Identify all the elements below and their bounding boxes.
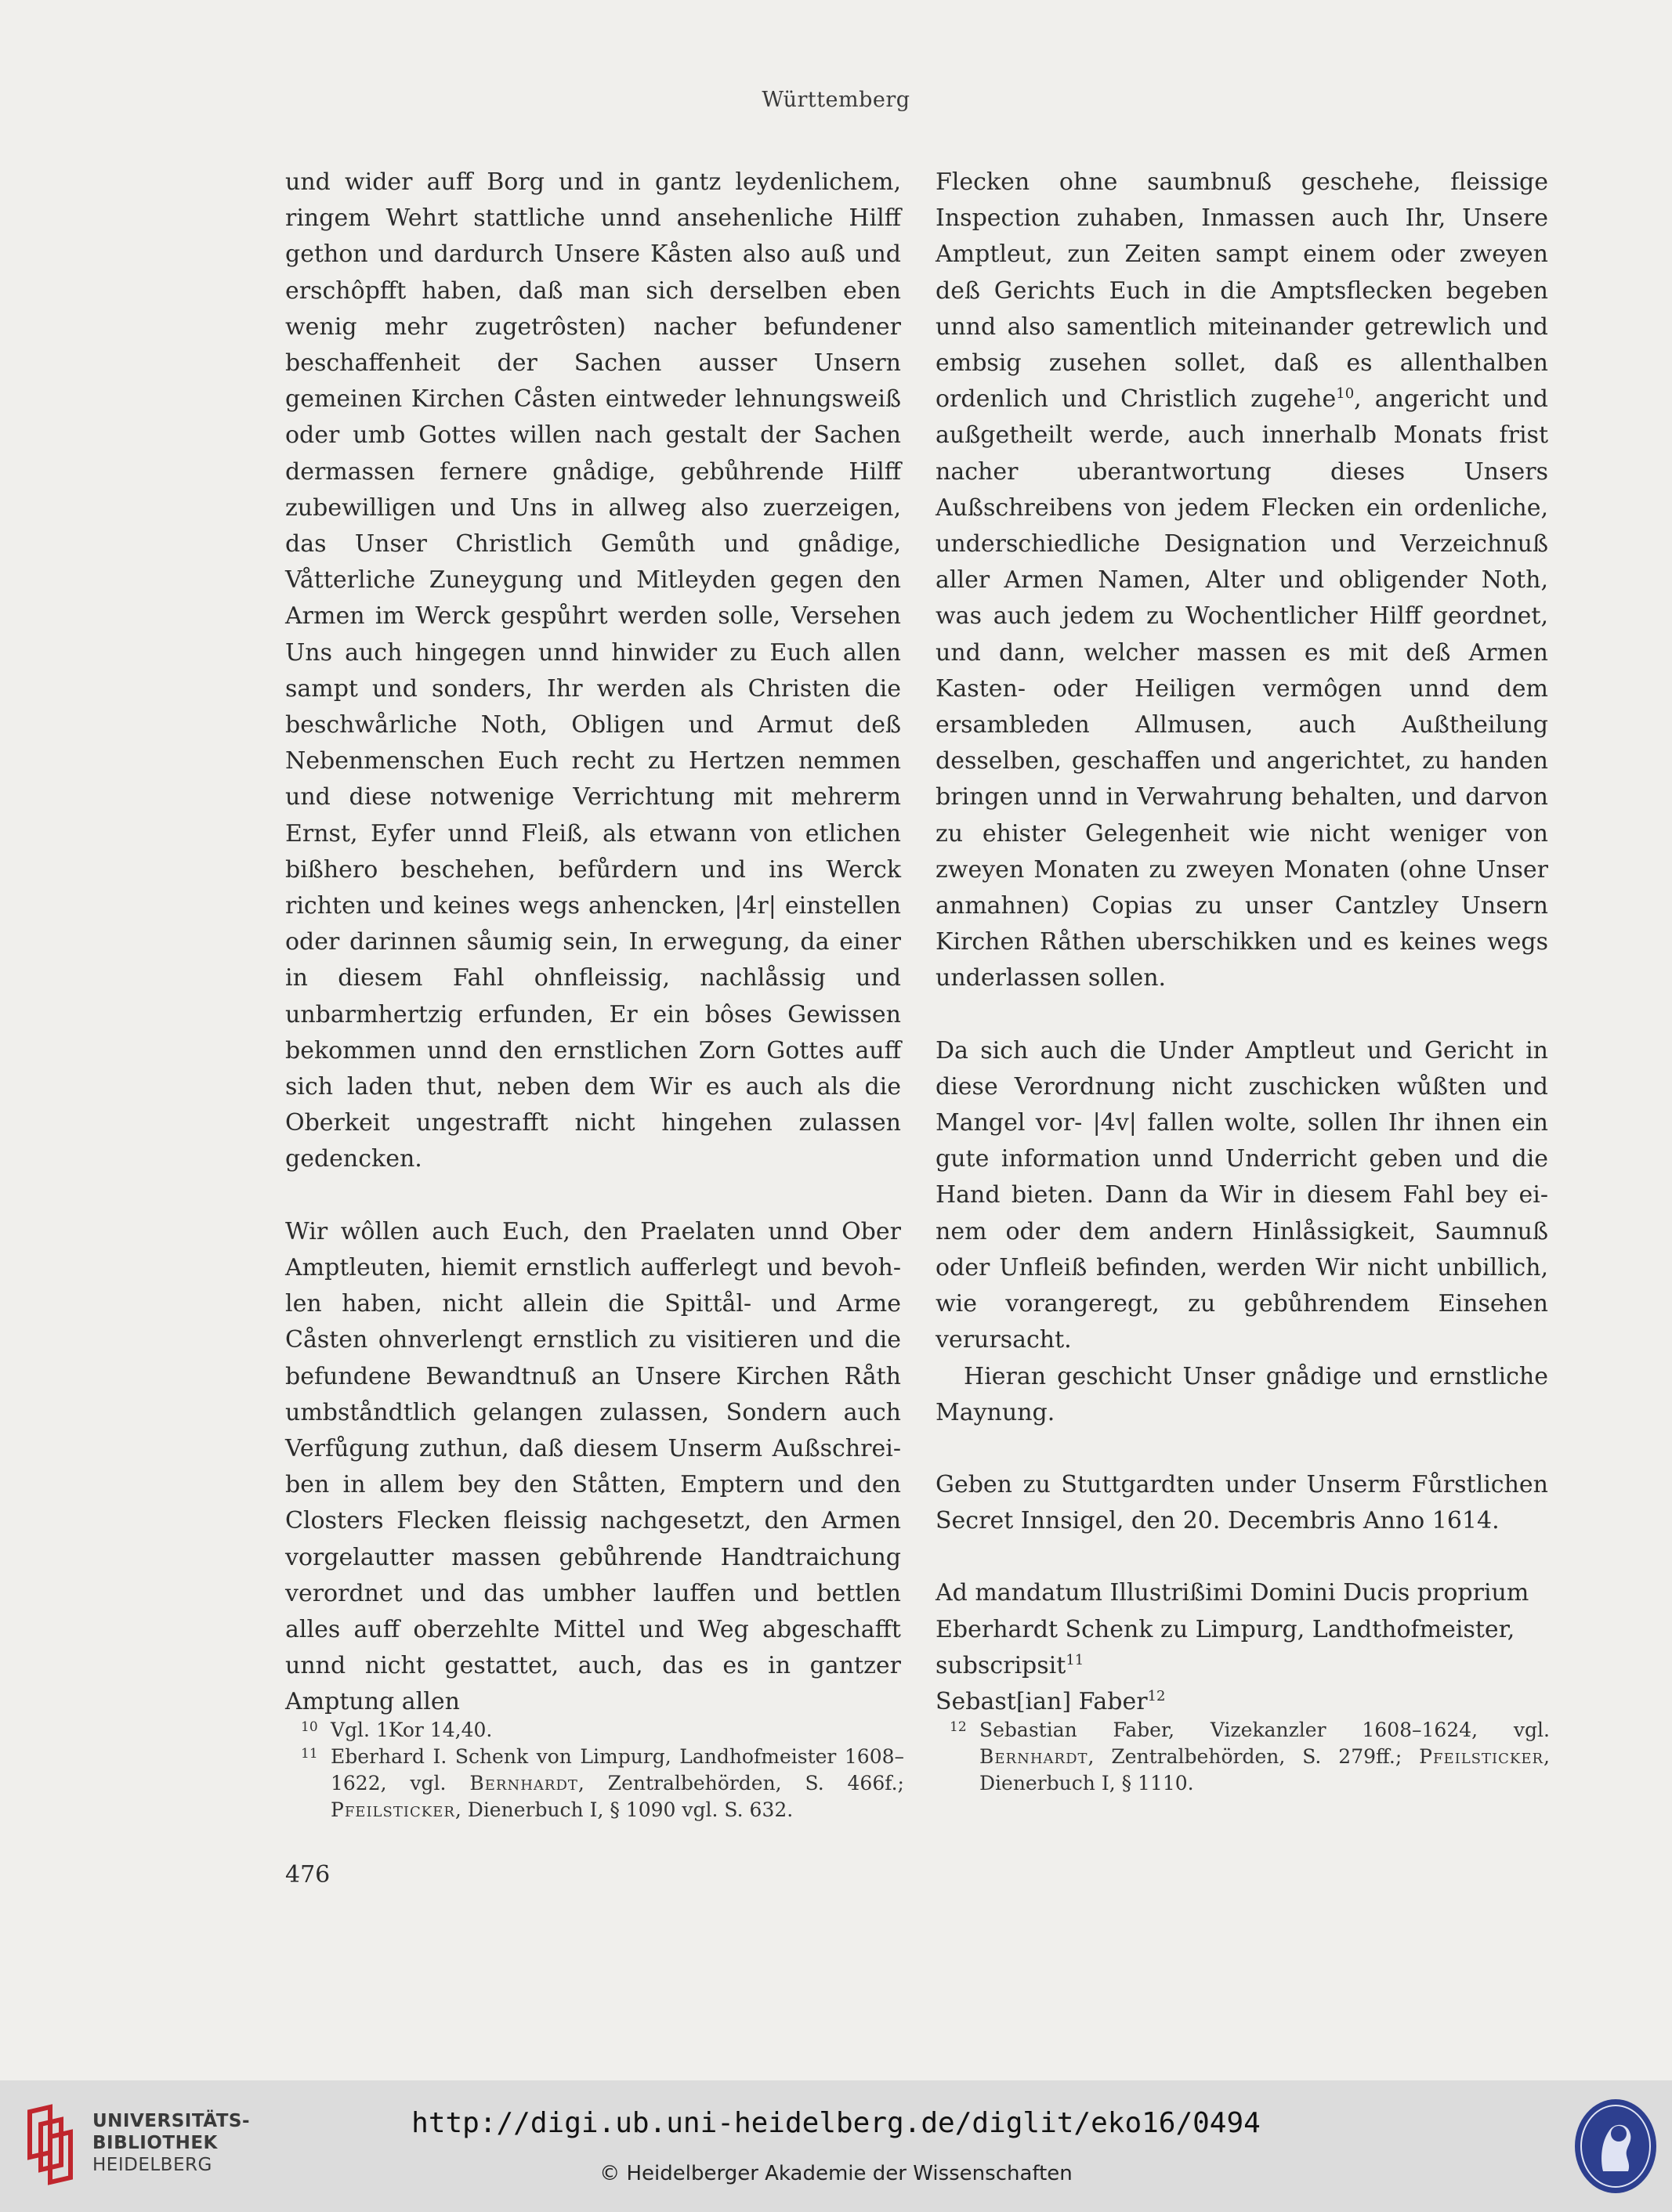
academy-seal-icon [1572, 2096, 1659, 2196]
footnote-text-part: Sebastian Faber, Vizekanzler 1608–1624, vgl. [979, 1719, 1550, 1741]
permalink-url[interactable]: http://digi.ub.uni-heidelberg.de/diglit/eko16/0494 [411, 2107, 1261, 2139]
signature-block [936, 1575, 1548, 1720]
right-paragraph-1-part-b: , angericht und außgetheilt werde, auch innerhalb Monats frist nacher uberantwortung dieses Unsers Außschreibens von jedem Flecken ein ordenliche, underschiedliche Designation und Verzeichnuß aller Armen Namen, Alter und obligender Noth, was auch jedem zu Wochentlicher Hilff geordnet, und dann, welcher massen es mit deß Armen Kasten- oder Heiligen vermôgen unnd dem ersambleden Allmusen, auch Außtheilung desselben, geschaffen und angerichtet, zu handen bringen unnd in Verwahrung behalten, und darvon zu ehister Gelegenheit wie nicht weniger von zweyen Monaten zu zweyen Monaten (ohne Unser anmahnen) Copias zu unser Cantzley Unsern Kirchen Råthen uberschikken und es keines wegs underlassen sollen. [936, 385, 1548, 992]
footnote-text [979, 1717, 1550, 1797]
footnote-ref-10[interactable]: 10 [1336, 385, 1355, 403]
footnote-text: Vgl. 1Kor 14,40. [331, 1719, 493, 1741]
right-paragraph-4: Geben zu Stuttgardten under Unserm Fůrstlichen Secret Innsigel, den 20. Decembris Anno 1614. [936, 1470, 1548, 1535]
footnote-number: 10 [301, 1719, 318, 1735]
author-name: Bernhardt [979, 1745, 1088, 1768]
author-name: Pfeilsticker [331, 1798, 455, 1821]
author-name: Bernhardt [469, 1772, 578, 1795]
logo-line: HEIDELBERG [92, 2155, 212, 2175]
footer-bar [0, 2080, 1672, 2212]
footnote-text [331, 1744, 904, 1823]
footnote-text-part: , Dienerbuch I, § 1090 vgl. S. 632. [454, 1798, 794, 1821]
left-paragraph-2: Wir wôllen auch Euch, den Praelaten unnd Ober Amptleuten, hiemit ernstlich aufferlegt und bevohlen haben, nicht allein die Spittål- und Arme Cåsten ohnverlengt ernstlich zu visitieren und die befundene Bewandtnuß an Unsere Kirchen Råth umbståndtlich gelangen zulassen, Sondern auch Verfůgung zuthun, daß diesem Unserm Außschreiben in allem bey den Ståtten, Emptern und den Closters Flecken fleissig nachgesetzt, den Armen vorgelautter massen gebůhrende Handtraichung verordnet und das umbher lauffen und bettlen alles auff oberzehlte Mittel und Weg abgeschafft unnd nicht gestattet, auch, das es in gantzer Amptung allen [285, 1217, 901, 1716]
signature-line-2: Eberhardt Schenk zu Limpurg, Landthofmeister, [936, 1615, 1515, 1643]
footnote-text-part: Eberhard I. Schenk von Limpurg, Landhofmeister 1608–1622, vgl. [331, 1745, 904, 1795]
right-paragraph-1 [936, 164, 1548, 997]
logo-line: UNIVERSITÄTS- [92, 2111, 251, 2131]
right-paragraph-1-part-a: Flecken ohne saumbnuß geschehe, fleissige Inspection zuhaben, Inmassen auch Ihr, Unsere Amptleut, zun Zeiten sampt einem oder zweyen deß Gerichts Euch in die Amptsflecken begeben unnd also samentlich miteinander getrewlich und embsig zusehen sollet, daß es allenthalben ordenlich und Christlich zugehe [936, 168, 1548, 414]
footnote-number: 11 [301, 1746, 318, 1762]
right-paragraph-3: Hieran geschicht Unser gnådige und ernstliche Maynung. [936, 1362, 1548, 1426]
logo-line: BIBLIOTHEK [92, 2133, 218, 2153]
signature-line-1: Ad mandatum Illustrißimi Domini Ducis proprium [936, 1579, 1529, 1607]
author-name: Pfeilsticker [1419, 1745, 1544, 1768]
footnote-text-part: , Dienerbuch I, § 1110. [979, 1745, 1550, 1795]
footnote-12 [950, 1717, 1550, 1797]
footnote-10 [301, 1717, 904, 1744]
footnote-11 [301, 1744, 904, 1823]
footnotes-right [950, 1717, 1550, 1797]
signature-line-4: Sebast[ian] Faber [936, 1687, 1148, 1715]
footnote-text-part: , Zentralbehörden, S. 279ff.; [1088, 1745, 1420, 1768]
page-number: 476 [285, 1861, 331, 1889]
left-text-column [285, 164, 901, 1721]
footnote-number: 12 [950, 1719, 967, 1735]
footnote-ref-12[interactable]: 12 [1147, 1687, 1166, 1704]
right-paragraph-2: Da sich auch die Under Amptleut und Gericht in diese Verordnung nicht zuschicken wůßten und Mangel vor- |4v| fallen wolte, sollen Ihr ihnen ein gute information unnd Underricht geben und die Hand bieten. Dann da Wir in diesem Fahl bey einem oder dem andern Hinlåssigkeit, Saumnuß oder Unfleiß befinden, werden Wir nicht unbillich, wie vorangeregt, zu gebůhrendem Einsehen verursacht. [936, 1036, 1548, 1354]
copyright-notice: © Heidelberger Akademie der Wissenschaften [599, 2162, 1073, 2185]
right-text-column [936, 164, 1548, 1720]
running-head: Württemberg [762, 88, 910, 112]
footnote-ref-11[interactable]: 11 [1066, 1651, 1084, 1668]
footnote-text-part: , Zentralbehörden, S. 466f.; [577, 1772, 904, 1795]
left-paragraph-1: und wider auff Borg und in gantz leydenlichem, ringem Wehrt stattliche unnd ansehenliche Hilff gethon und dardurch Unsere Kåsten also auß und erschôpfft haben, daß man sich derselben eben wenig mehr zugetrôsten) nacher befundener beschaffenheit der Sachen ausser Unsern gemeinen Kirchen Cåsten eintweder lehnungsweiß oder umb Gottes willen nach gestalt der Sachen dermassen fernere gnådige, gebůhrende Hilff zubewilligen und Uns in allweg also zuerzeigen, das Unser Christlich Gemůth und gnådige, Våtterliche Zuneygung und Mitleyden gegen den Armen im Werck gespůhrt werden solle, Versehen Uns auch hingegen unnd hinwider zu Euch allen sampt und sonders, Ihr werden als Christen die beschwårliche Noth, Obligen und Armut deß Nebenmenschen Euch recht zu Hertzen nemmen und diese notwenige Verrichtung mit mehrerm Ernst, Eyfer unnd Fleiß, als etwann von etlichen bißhero beschehen, befůrdern und ins Werck richten und keines wegs anhencken, |4r| einstellen oder darinnen såumig sein, In erwegung, da einer in diesem Fahl ohnfleissig, nachlåssig und unbarmhertzig erfunden, Er ein bôses Gewissen bekommen unnd den ernstlichen Zorn Gottes auff sich laden thut, neben dem Wir es auch als die Oberkeit ungestrafft nicht hingehen zulassen gedencken. [285, 168, 901, 1173]
footnotes-left [301, 1717, 904, 1823]
signature-line-3: subscripsit [936, 1651, 1066, 1679]
